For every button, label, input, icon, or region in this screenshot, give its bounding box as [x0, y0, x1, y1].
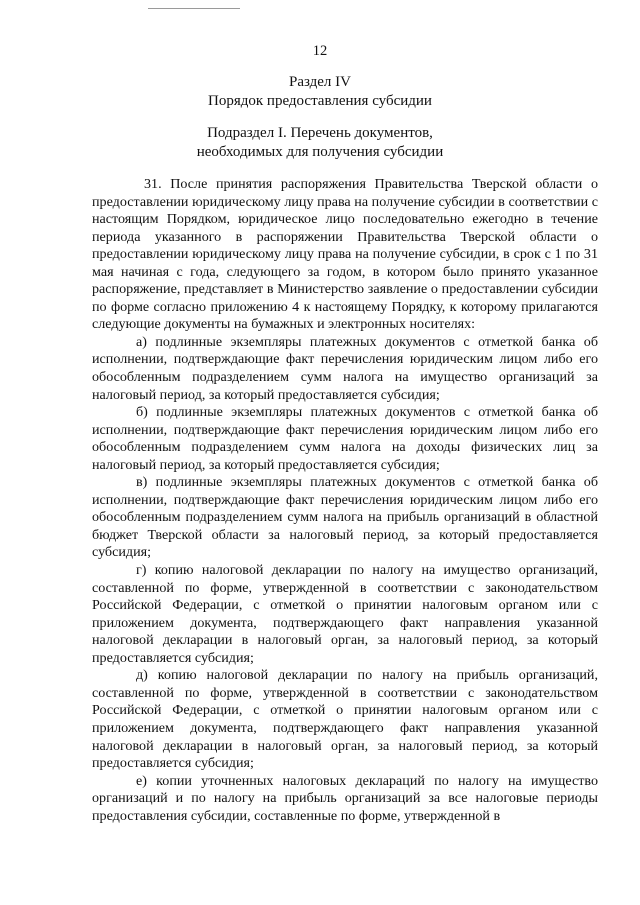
paragraph-item-v: в) подлинные экземпляры платежных документов с отметкой банка об исполнении, подтверждающие факт перечисления юридическим лицом либо его обособленным подразделением сумм налога на прибыль организаций в областной бюджет Тверской области за налоговый период, за который предоставляется субсидия; [92, 474, 598, 561]
paragraph-item-a: а) подлинные экземпляры платежных документов с отметкой банка об исполнении, подтверждающие факт перечисления юридическим лицом либо его обособленным подразделением сумм налога на имущество организаций за налоговый период, за который предоставляется субсидия; [92, 333, 598, 403]
paragraph-31: 31. После принятия распоряжения Правительства Тверской области о предоставлении юридическому лицу права на получение субсидии в соответствии с настоящим Порядком, юридическое лицо последовательно ежегодно в течение периода указанного в распоряжении Правительства Тверской области о предоставлении юридическому лицу права на получение субсидии, в срок с 1 по 31 мая начиная с года, следующего за годом, в котором было принято указанное распоряжение, представляет в Министерство заявление о предоставлении субсидии по форме согласно приложению 4 к настоящему Порядку, к которому прилагаются следующие документы на бумажных и электронных носителях: [92, 176, 598, 333]
section-title: Раздел IV [288, 74, 351, 90]
document-body [92, 176, 598, 825]
subsection-title: Подраздел I. Перечень документов, [207, 125, 433, 141]
page-number: 12 [312, 43, 328, 59]
header-rule [148, 8, 240, 9]
paragraph-item-g: г) копию налоговой декларации по налогу на имущество организаций, составленной по форме, утвержденной в соответствии с законодательством Российской Федерации, с отметкой о принятии налоговым органом или с приложением документа, подтверждающего факт направления указанной налоговой декларации в налоговый орган, за налоговый период, за который предоставляется субсидия; [92, 562, 598, 666]
paragraph-item-b: б) подлинные экземпляры платежных документов с отметкой банка об исполнении, подтверждающие факт перечисления юридическим лицом либо его обособленным подразделением сумм налога на доходы физических лиц за налоговый период, за который предоставляется субсидия; [92, 404, 598, 473]
paragraph-item-d: д) копию налоговой декларации по налогу на прибыль организаций, составленной по форме, утвержденной в соответствии с законодательством Российской Федерации, с отметкой о принятии налоговым органом или с приложением документа, подтверждающего факт направления указанной налоговой декларации в налоговый орган, за налоговый период, за который предоставляется субсидия; [92, 667, 598, 772]
section-subtitle: Порядок предоставления субсидии [208, 93, 432, 109]
subsection-title-continued: необходимых для получения субсидии [196, 144, 444, 160]
paragraph-item-e: е) копии уточненных налоговых деклараций по налогу на имущество организаций и по налогу на прибыль организаций за все налоговые периоды предоставления субсидии, составленные по форме, утвержденной в [92, 772, 598, 824]
